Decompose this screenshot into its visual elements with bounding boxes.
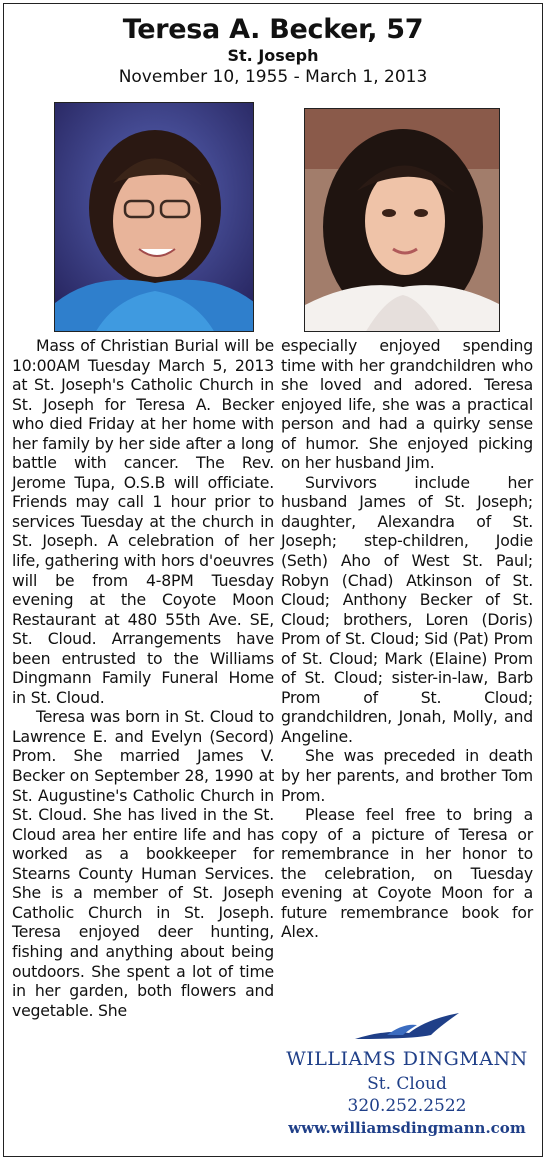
funeral-home-logo	[281, 1009, 533, 1154]
obituary-card	[3, 3, 543, 1157]
obituary-paragraph: Teresa was born in St. Cloud to Lawrence E. and Evelyn (Secord) Prom. She married James V. Becker on September 28, 1990 at St. Augustine's Catholic Church in St. Cloud. She has lived in the St. Cloud area her entire life and has worked as a bookkeeper for Stearns County Human Services. She is a member of St. Joseph Catholic Church in St. Joseph. Teresa enjoyed deer hunting, fishing and anything about being outdoors. She spent a lot of time in her garden, both flowers and vegetable. She	[12, 707, 274, 1020]
funeral-home-website[interactable]: www.williamsdingmann.com	[288, 1119, 526, 1137]
funeral-home-name: WILLIAMS DINGMANN	[286, 1048, 528, 1070]
life-dates: November 10, 1955 - March 1, 2013	[118, 67, 428, 87]
bird-logo-icon	[347, 1009, 467, 1045]
obituary-paragraph: Mass of Christian Burial will be 10:00AM Tuesday March 5, 2013 at St. Joseph's Catholic Church in St. Joseph for Teresa A. Becker who died Friday at her home with her family by her side after a long battle with cancer. The Rev. Jerome Tupa, O.S.B will officiate. Friends may call 1 hour prior to services Tuesday at the church in St. Joseph. A celebration of her life, gathering with hors d'oeuvres will be from 4-8PM Tuesday evening at the Coyote Moon Restaurant at 480 55th Ave. SE, St. Cloud. Arrangements have been entrusted to the Williams Dingmann Family Funeral Home in St. Cloud.	[12, 336, 274, 707]
obituary-paragraph: Please feel free to bring a copy of a picture of Teresa or remembrance in her honor to the celebration, on Tuesday evening at Coyote Moon for a future remembrance book for Alex.	[281, 805, 533, 942]
hometown: St. Joseph	[227, 46, 319, 65]
obituary-column-left	[12, 336, 274, 1020]
funeral-home-phone: 320.252.2522	[347, 1096, 467, 1116]
photo-younger	[304, 108, 500, 332]
photo-recent	[54, 102, 254, 332]
obituary-column-right	[281, 336, 533, 942]
obituary-title: Teresa A. Becker, 57	[122, 14, 424, 45]
obituary-paragraph: She was preceded in death by her parents, and brother Tom Prom.	[281, 746, 533, 805]
funeral-home-city: St. Cloud	[367, 1074, 447, 1094]
obituary-paragraph: Survivors include her husband James of St. Joseph; daughter, Alexandra of St. Joseph; step-children, Jodie (Seth) Aho of West St. Paul; Robyn (Chad) Atkinson of St. Cloud; Anthony Becker of St. Cloud; brothers, Loren (Doris) Prom of St. Cloud; Sid (Pat) Prom of St. Cloud; Mark (Elaine) Prom of St. Cloud; sister-in-law, Barb Prom of St. Cloud; grandchildren, Jonah, Molly, and Angeline.	[281, 472, 533, 746]
obituary-paragraph: especially enjoyed spending time with her grandchildren who she loved and adored. Teresa enjoyed life, she was a practical person and had a quirky sense of humor. She enjoyed picking on her husband Jim.	[281, 336, 533, 473]
header	[4, 14, 542, 88]
